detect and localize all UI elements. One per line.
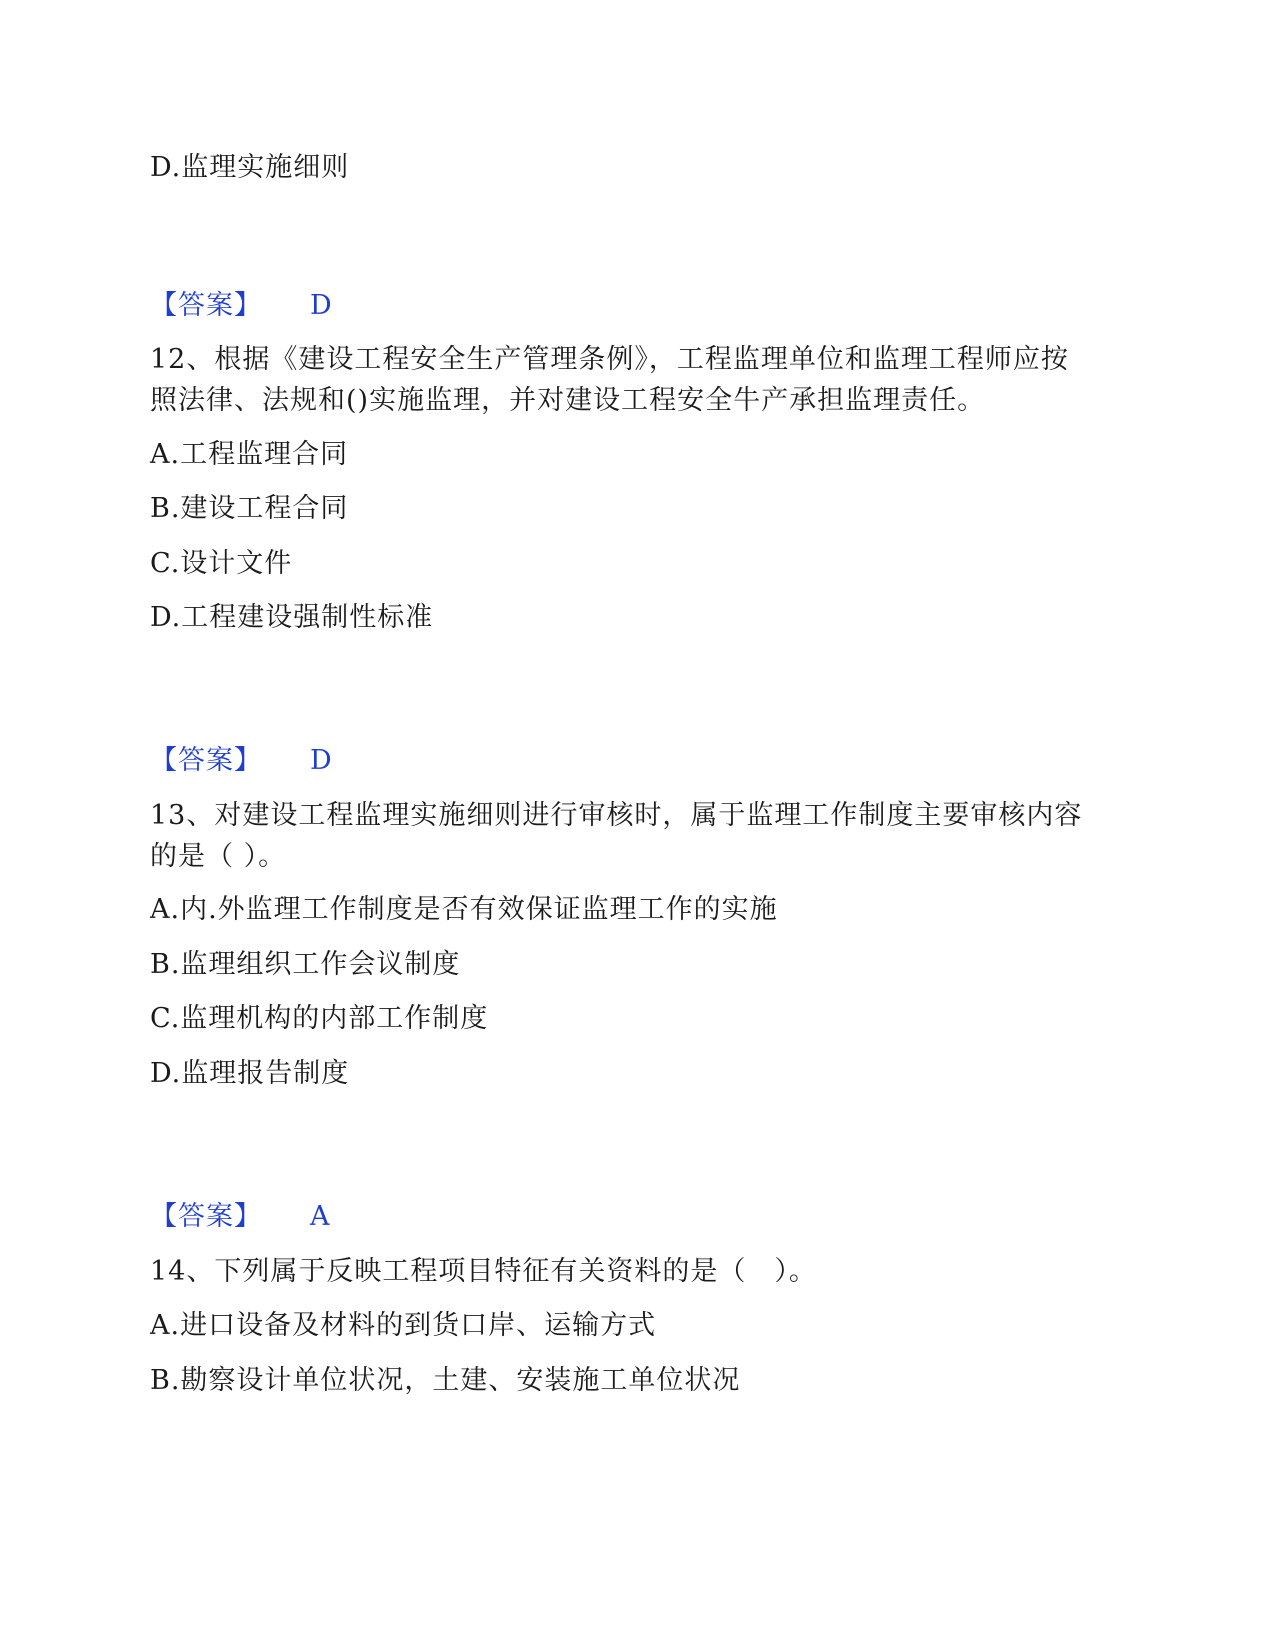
question-14-option-a: A.进口设备及材料的到货口岸、运输方式 bbox=[150, 1310, 657, 1341]
question-13-line-1: 13、对建设工程监理实施细则进行审核时，属于监理工作制度主要审核内容 bbox=[150, 800, 1083, 831]
answer-value: A bbox=[310, 1201, 331, 1232]
question-12-line-1: 12、根据《建设工程安全生产管理条例》，工程监理单位和监理工程师应按 bbox=[150, 344, 1069, 375]
question-12-option-b: B.建设工程合同 bbox=[150, 493, 349, 524]
question-13-option-a: A.内.外监理工作制度是否有效保证监理工作的实施 bbox=[150, 894, 778, 925]
answer-label: 【答案】 bbox=[150, 745, 262, 776]
question-13-option-c: C.监理机构的内部工作制度 bbox=[150, 1003, 489, 1034]
answer-value: D bbox=[310, 745, 333, 776]
answer-row-12 bbox=[150, 741, 333, 781]
question-14-option-b: B.勘察设计单位状况，土建、安装施工单位状况 bbox=[150, 1365, 741, 1396]
answer-row-13 bbox=[150, 1197, 331, 1237]
answer-row-11 bbox=[150, 286, 333, 326]
option-d-prev: D.监理实施细则 bbox=[150, 152, 350, 183]
question-12-line-2: 照法律、法规和()实施监理，并对建设工程安全牛产承担监理责任。 bbox=[150, 385, 986, 416]
question-13-option-d: D.监理报告制度 bbox=[150, 1058, 350, 1089]
question-12-option-d: D.工程建设强制性标准 bbox=[150, 602, 434, 633]
answer-value: D bbox=[310, 290, 333, 321]
answer-label: 【答案】 bbox=[150, 1201, 262, 1232]
answer-label: 【答案】 bbox=[150, 290, 262, 321]
question-12-option-c: C.设计文件 bbox=[150, 548, 293, 579]
question-13-line-2: 的是（ ）。 bbox=[150, 841, 287, 872]
question-12-option-a: A.工程监理合同 bbox=[150, 439, 349, 470]
question-14-line-1: 14、下列属于反映工程项目特征有关资料的是（ ）。 bbox=[150, 1256, 817, 1287]
question-13-option-b: B.监理组织工作会议制度 bbox=[150, 949, 461, 980]
